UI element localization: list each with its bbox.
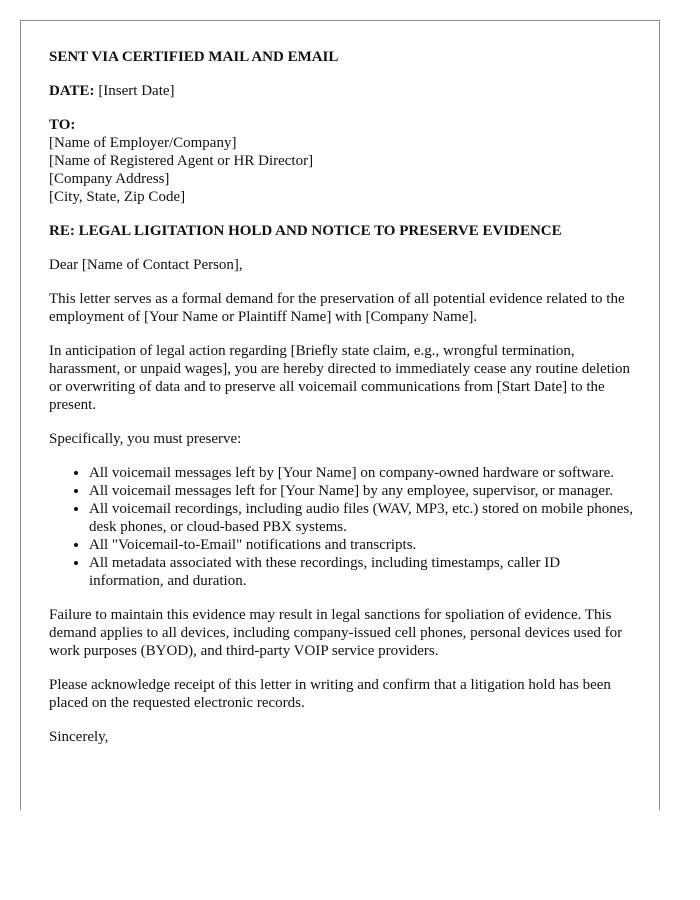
delivery-method: SENT VIA CERTIFIED MAIL AND EMAIL — [49, 49, 339, 65]
list-item: • All "Voicemail-to-Email" notifications and transcripts. — [89, 536, 634, 554]
list-item: • All voicemail messages left by [Your Name] on company-owned hardware or software. — [89, 464, 634, 482]
paragraph-directive: In anticipation of legal action regarding [Briefly state claim, e.g., wrongful termination, harassment, or unpaid wages], you are hereby directed to immediately cease any routine deletion or overwriting of data and to preserve all voicemail communications from [Start Date] to the present. — [49, 343, 631, 413]
signoff: Sincerely, — [49, 729, 109, 745]
recipient-line-city: [City, State, Zip Code] — [49, 189, 186, 205]
paragraph-intro: This letter serves as a formal demand for the preservation of all potential evidence related to the employment of [Your Name or Plaintiff Name] with [Company Name]. — [49, 291, 625, 325]
paragraph-acknowledge: Please acknowledge receipt of this letter in writing and confirm that a litigation hold has been placed on the requested electronic records. — [49, 677, 611, 711]
recipient-line-address: [Company Address] — [49, 171, 170, 187]
list-item: • All voicemail messages left for [Your Name] by any employee, supervisor, or manager. — [89, 482, 634, 500]
date-line — [49, 82, 634, 100]
list-item: • All voicemail recordings, including audio files (WAV, MP3, etc.) stored on mobile phones, desk phones, or cloud-based PBX systems. — [89, 500, 634, 536]
preservation-list — [49, 464, 634, 590]
date-label: DATE: — [49, 83, 95, 99]
salutation: Dear [Name of Contact Person], — [49, 257, 243, 273]
recipient-line-company: [Name of Employer/Company] — [49, 135, 237, 151]
list-item: • All metadata associated with these recordings, including timestamps, caller ID information, and duration. — [89, 554, 634, 590]
paragraph-sanctions: Failure to maintain this evidence may result in legal sanctions for spoliation of evidence. This demand applies to all devices, including company-issued cell phones, personal devices used for work purposes (BYOD), and third-party VOIP service providers. — [49, 607, 623, 659]
to-label: TO: — [49, 117, 76, 133]
date-value: [Insert Date] — [98, 83, 175, 99]
letter-body — [49, 48, 634, 762]
letter-page — [20, 20, 660, 810]
recipient-block — [49, 116, 634, 206]
subject-line: RE: LEGAL LIGITATION HOLD AND NOTICE TO PRESERVE EVIDENCE — [49, 223, 562, 239]
paragraph-preserve-lead: Specifically, you must preserve: — [49, 431, 242, 447]
recipient-line-agent: [Name of Registered Agent or HR Director] — [49, 153, 314, 169]
